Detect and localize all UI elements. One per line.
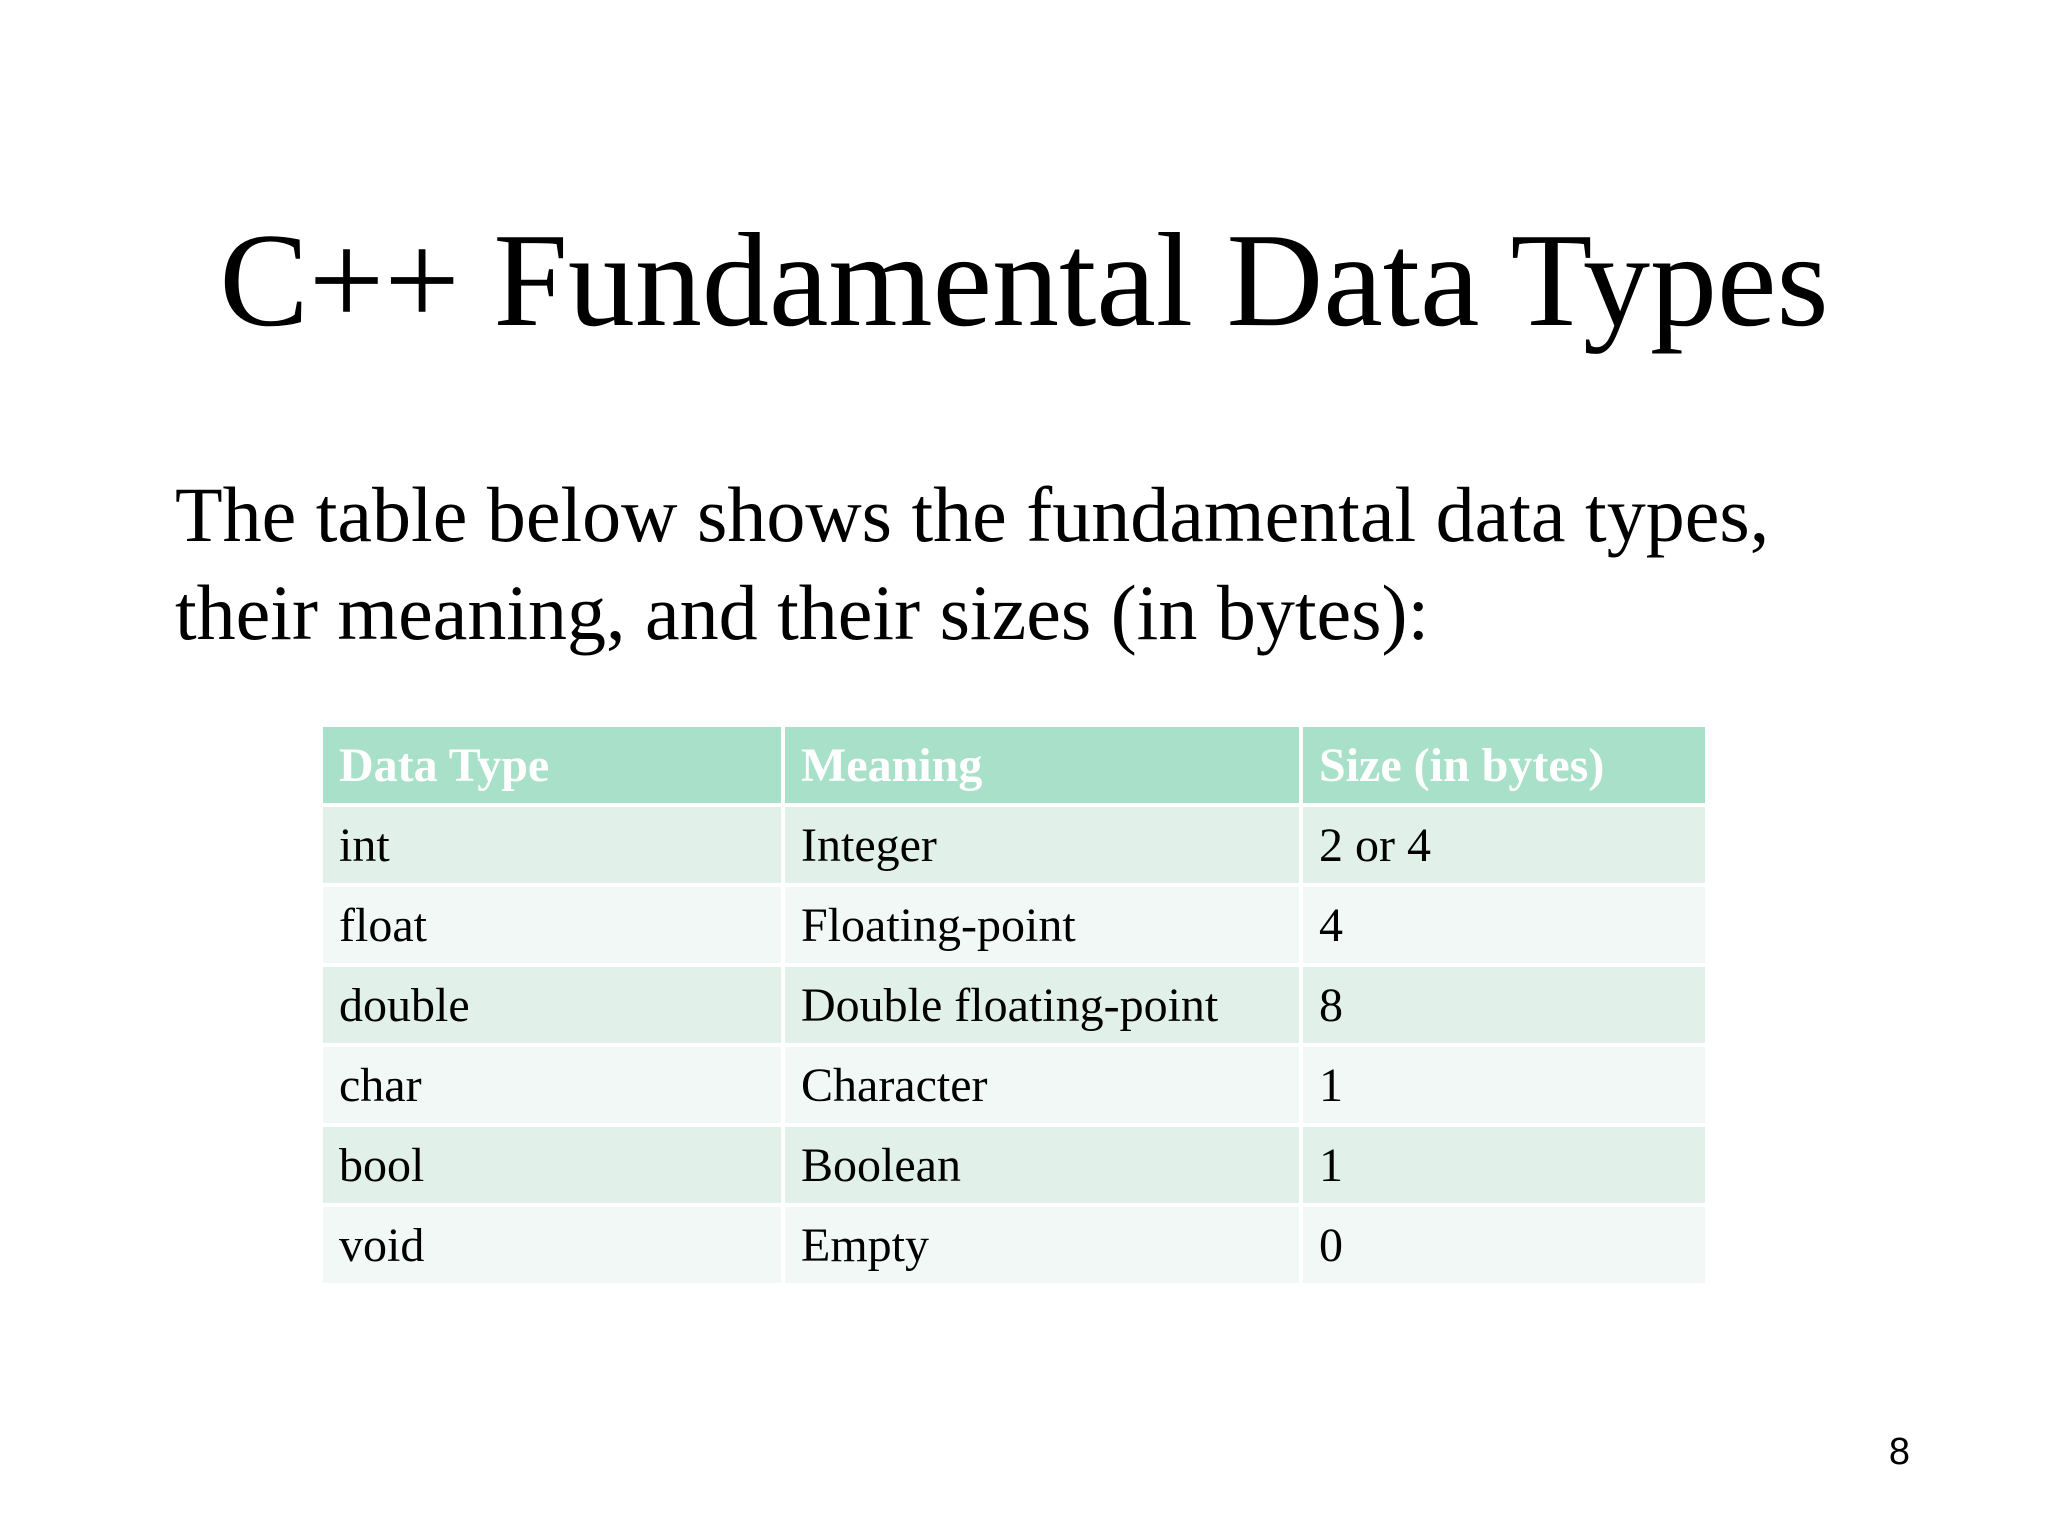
cell-meaning: Floating-point xyxy=(785,887,1299,963)
cell-meaning: Character xyxy=(785,1047,1299,1123)
table-row xyxy=(323,1207,1705,1283)
page-number: 8 xyxy=(1888,1431,1910,1473)
cell-meaning: Double floating-point xyxy=(785,967,1299,1043)
header-size: Size (in bytes) xyxy=(1303,727,1705,803)
cell-data-type: float xyxy=(323,887,781,963)
data-types-table xyxy=(319,723,1709,1287)
cell-data-type: double xyxy=(323,967,781,1043)
intro-text xyxy=(175,466,1955,662)
table-row xyxy=(323,967,1705,1043)
cell-size: 0 xyxy=(1303,1207,1705,1283)
table-row xyxy=(323,887,1705,963)
table-header-row xyxy=(323,727,1705,803)
table-row xyxy=(323,807,1705,883)
cell-data-type: void xyxy=(323,1207,781,1283)
slide-title: C++ Fundamental Data Types xyxy=(219,206,1829,354)
cell-data-type: bool xyxy=(323,1127,781,1203)
cell-size: 4 xyxy=(1303,887,1705,963)
header-meaning: Meaning xyxy=(785,727,1299,803)
table-row xyxy=(323,1047,1705,1123)
cell-size: 8 xyxy=(1303,967,1705,1043)
table-row xyxy=(323,1127,1705,1203)
cell-data-type: int xyxy=(323,807,781,883)
cell-size: 1 xyxy=(1303,1047,1705,1123)
cell-meaning: Empty xyxy=(785,1207,1299,1283)
cell-data-type: char xyxy=(323,1047,781,1123)
intro-line-2: their meaning, and their sizes (in bytes): xyxy=(175,569,1430,656)
cell-meaning: Integer xyxy=(785,807,1299,883)
cell-size: 1 xyxy=(1303,1127,1705,1203)
cell-size: 2 or 4 xyxy=(1303,807,1705,883)
header-data-type: Data Type xyxy=(323,727,781,803)
cell-meaning: Boolean xyxy=(785,1127,1299,1203)
intro-line-1: The table below shows the fundamental data types, xyxy=(175,471,1770,558)
